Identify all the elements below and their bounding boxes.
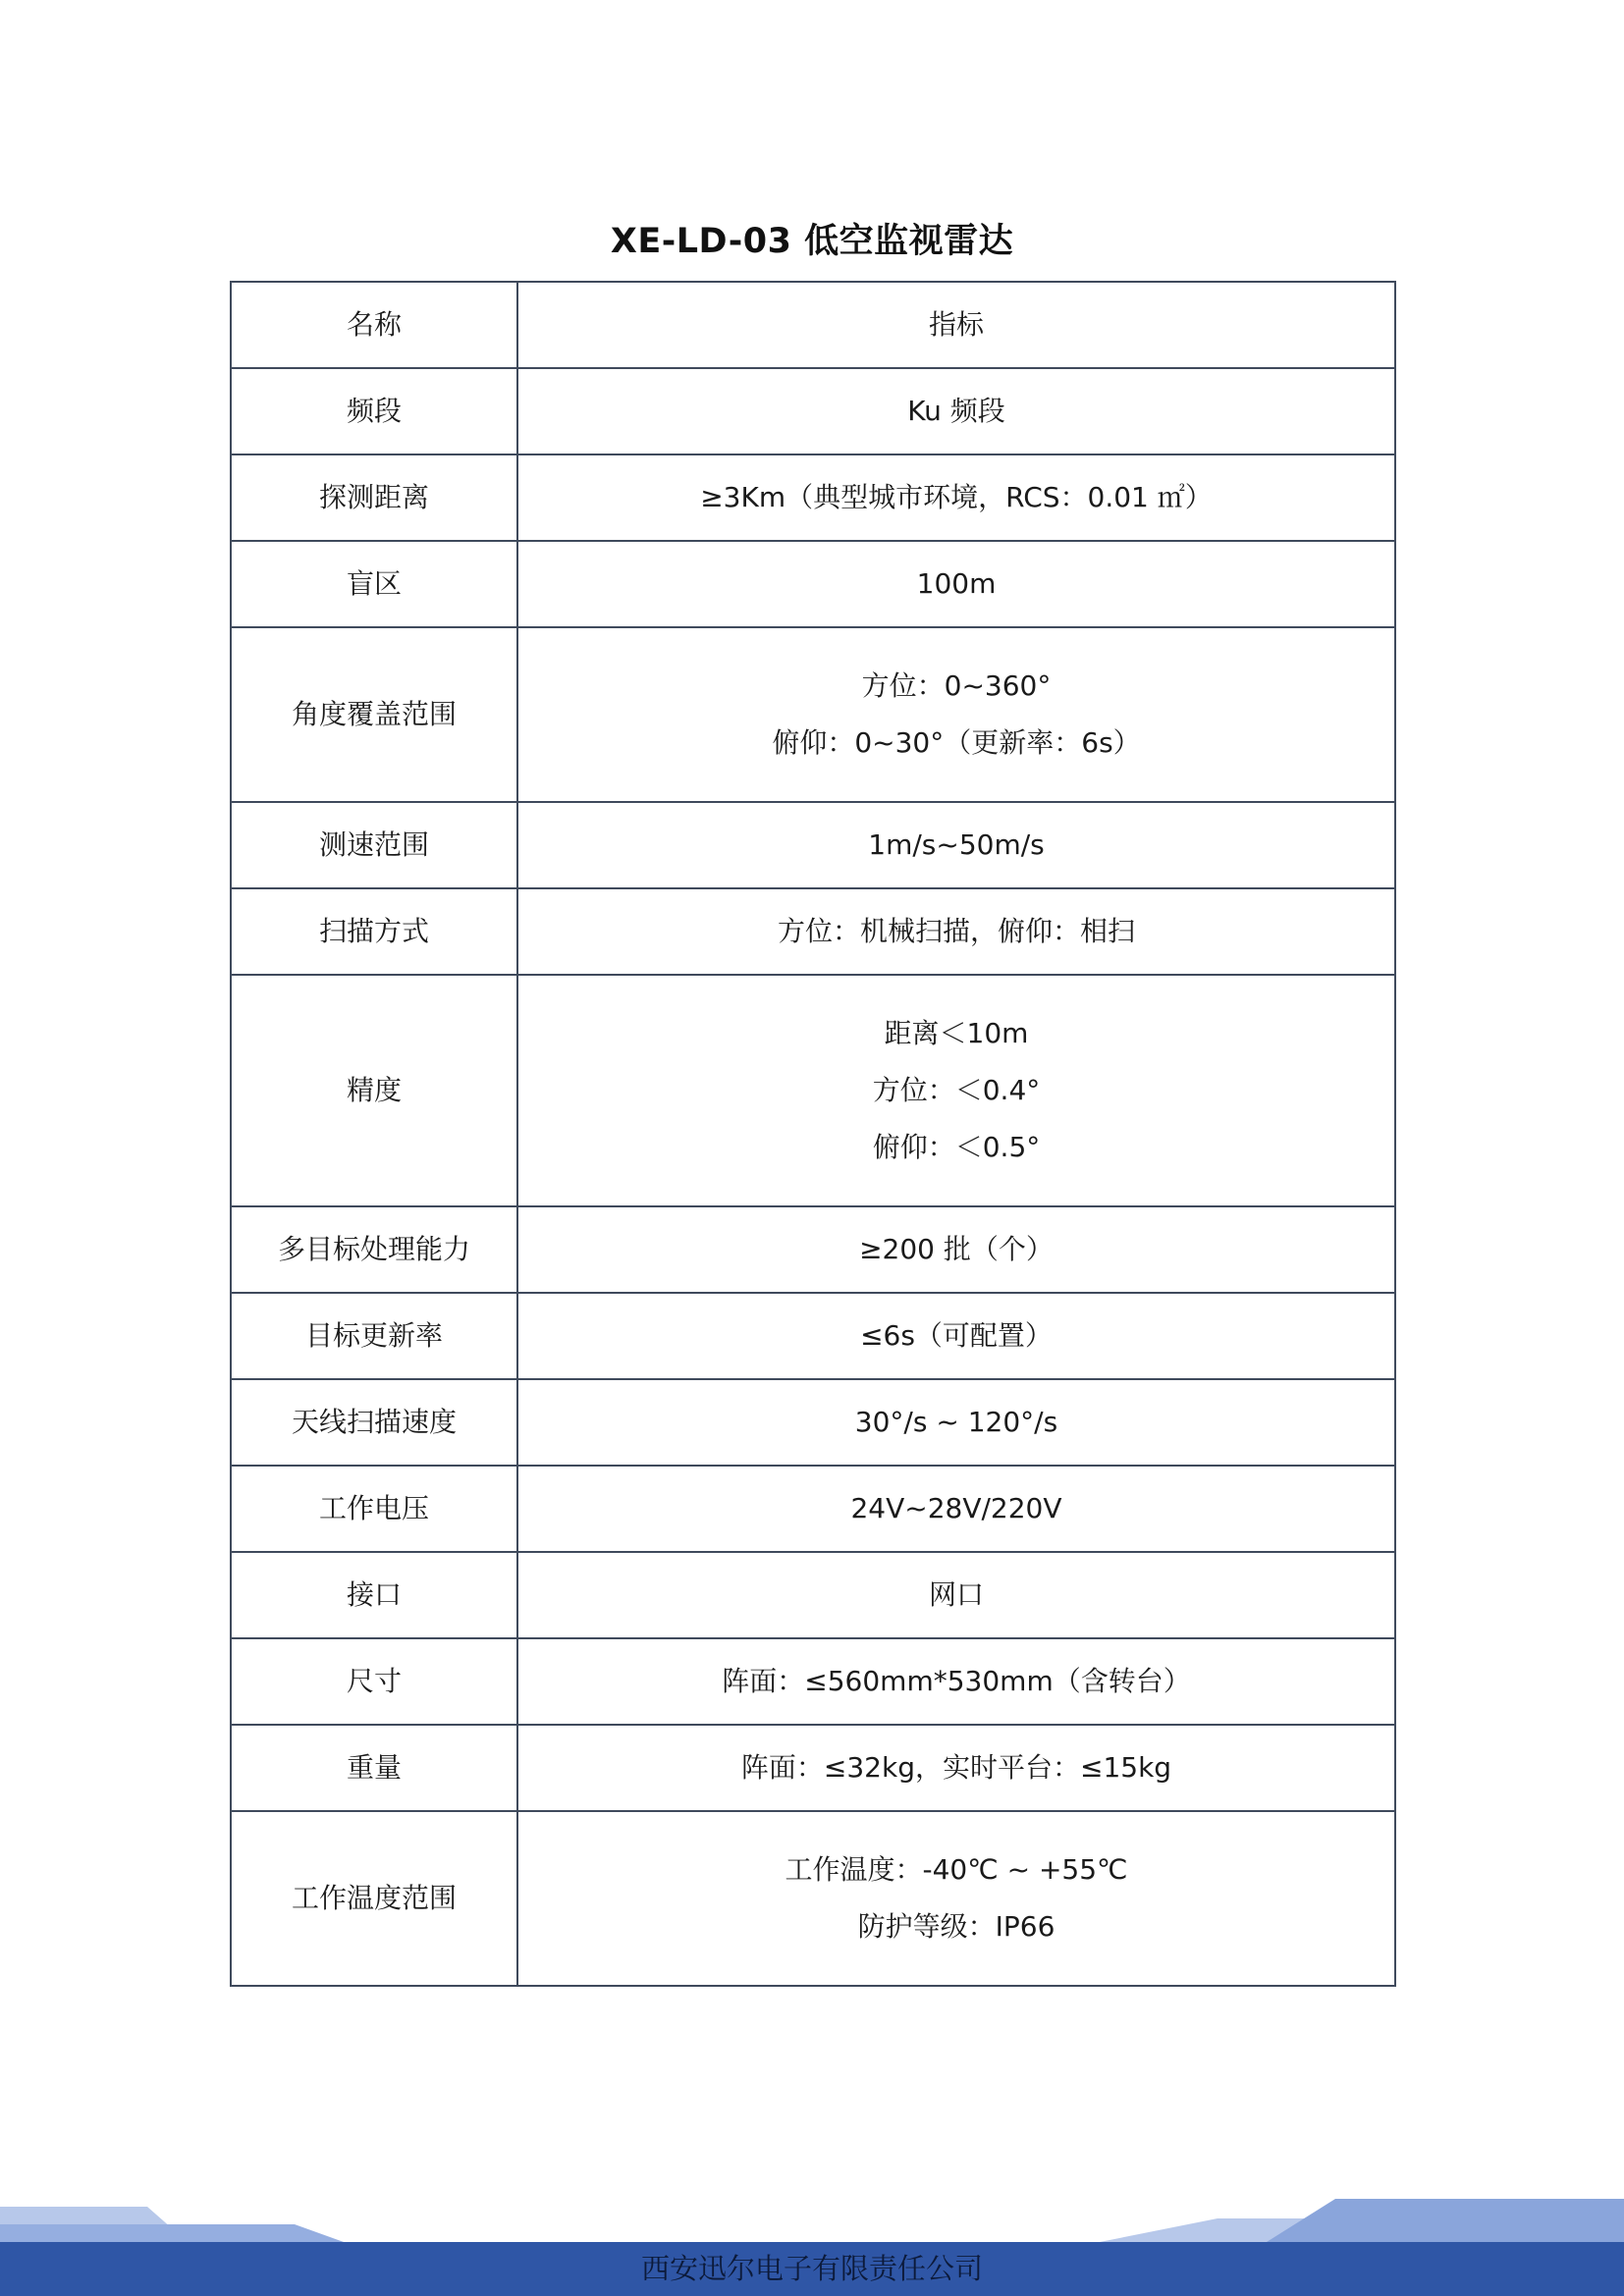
param-name-cell: [231, 802, 517, 888]
param-name-cell: [231, 454, 517, 541]
param-name-cell: [231, 1293, 517, 1379]
param-name: 盲区: [346, 567, 402, 600]
page-footer: [0, 2189, 1624, 2296]
param-value-cell: [517, 1811, 1395, 1986]
param-name: 测速范围: [318, 828, 429, 861]
param-name: 接口: [346, 1578, 402, 1611]
param-value-cell: [517, 1725, 1395, 1811]
table-row: [231, 454, 1395, 541]
table-row: [231, 1466, 1395, 1552]
param-name: 目标更新率: [304, 1319, 443, 1352]
param-value: ≥3Km（典型城市环境，RCS：0.01 ㎡）: [700, 481, 1213, 513]
header-spec-label: 指标: [928, 308, 984, 341]
param-value: 阵面：≤32kg，实时平台：≤15kg: [740, 1751, 1172, 1784]
param-name-cell: [231, 1638, 517, 1725]
header-name-label: 名称: [346, 308, 402, 341]
param-name: 扫描方式: [318, 915, 429, 947]
param-name: 探测距离: [318, 481, 429, 513]
param-name: 精度: [346, 1074, 402, 1106]
param-value: 方位：机械扫描，俯仰：相扫: [777, 915, 1135, 947]
param-value: 30°/s ~ 120°/s: [854, 1406, 1058, 1438]
param-name: 频段: [346, 395, 402, 427]
param-value-cell: [517, 1293, 1395, 1379]
param-value-cell: [517, 1206, 1395, 1293]
param-name-cell: [231, 1811, 517, 1986]
header-spec-cell: [517, 282, 1395, 368]
table-row: [231, 627, 1395, 802]
param-value-cell: [517, 1638, 1395, 1725]
param-value-cell: [517, 802, 1395, 888]
spec-table-body: [231, 282, 1395, 1986]
param-value-cell: [517, 368, 1395, 454]
table-row: [231, 1379, 1395, 1466]
param-value: 100m: [916, 567, 997, 600]
spec-table: [230, 281, 1396, 1987]
param-name: 角度覆盖范围: [291, 698, 457, 730]
param-value: 工作温度：-40℃ ~ +55℃: [785, 1853, 1128, 1886]
param-name-cell: [231, 975, 517, 1206]
param-value: ≥200 批（个）: [859, 1233, 1054, 1265]
table-row: [231, 1293, 1395, 1379]
param-value: 方位：0~360°: [861, 669, 1052, 702]
param-name-cell: [231, 1379, 517, 1466]
table-row: [231, 1725, 1395, 1811]
param-name: 尺寸: [346, 1665, 402, 1697]
param-name: 工作温度范围: [291, 1882, 457, 1914]
param-value-cell: [517, 1379, 1395, 1466]
table-row: [231, 368, 1395, 454]
table-row: [231, 1811, 1395, 1986]
param-name-cell: [231, 1552, 517, 1638]
param-name-cell: [231, 541, 517, 627]
param-value: 防护等级：IP66: [857, 1910, 1056, 1943]
table-row: [231, 888, 1395, 975]
param-value-cell: [517, 888, 1395, 975]
param-name: 重量: [346, 1751, 402, 1784]
footer-right-mid-shape: [1267, 2199, 1624, 2242]
param-value: ≤6s（可配置）: [860, 1319, 1053, 1352]
param-value-cell: [517, 1466, 1395, 1552]
table-row: [231, 1552, 1395, 1638]
param-value: 距离＜10m: [884, 1017, 1029, 1049]
param-value-cell: [517, 975, 1395, 1206]
table-header-row: [231, 282, 1395, 368]
footer-company-name: 西安迅尔电子有限责任公司: [640, 2252, 983, 2285]
param-name-cell: [231, 1206, 517, 1293]
param-name-cell: [231, 1725, 517, 1811]
param-value: 俯仰：0~30°（更新率：6s）: [772, 726, 1141, 759]
param-value-cell: [517, 627, 1395, 802]
footer-left-mid-shape: [0, 2224, 344, 2242]
document-title: XE-LD-03 低空监视雷达: [610, 222, 1014, 261]
param-name: 工作电压: [318, 1492, 429, 1524]
table-row: [231, 541, 1395, 627]
param-name-cell: [231, 888, 517, 975]
table-row: [231, 975, 1395, 1206]
param-name-cell: [231, 1466, 517, 1552]
param-value: 网口: [928, 1578, 984, 1611]
table-row: [231, 1638, 1395, 1725]
table-row: [231, 1206, 1395, 1293]
param-value: 方位：＜0.4°: [872, 1074, 1041, 1106]
param-name-cell: [231, 627, 517, 802]
table-row: [231, 802, 1395, 888]
param-value: 俯仰：＜0.5°: [872, 1131, 1041, 1163]
param-value: 1m/s~50m/s: [868, 828, 1045, 861]
param-name-cell: [231, 368, 517, 454]
param-value-cell: [517, 454, 1395, 541]
param-value-cell: [517, 541, 1395, 627]
param-value: Ku 频段: [907, 395, 1005, 427]
param-value-cell: [517, 1552, 1395, 1638]
param-name: 天线扫描速度: [291, 1406, 457, 1438]
param-name: 多目标处理能力: [277, 1233, 470, 1265]
param-value: 阵面：≤560mm*530mm（含转台）: [722, 1665, 1191, 1697]
param-value: 24V~28V/220V: [850, 1492, 1062, 1524]
header-name-cell: [231, 282, 517, 368]
